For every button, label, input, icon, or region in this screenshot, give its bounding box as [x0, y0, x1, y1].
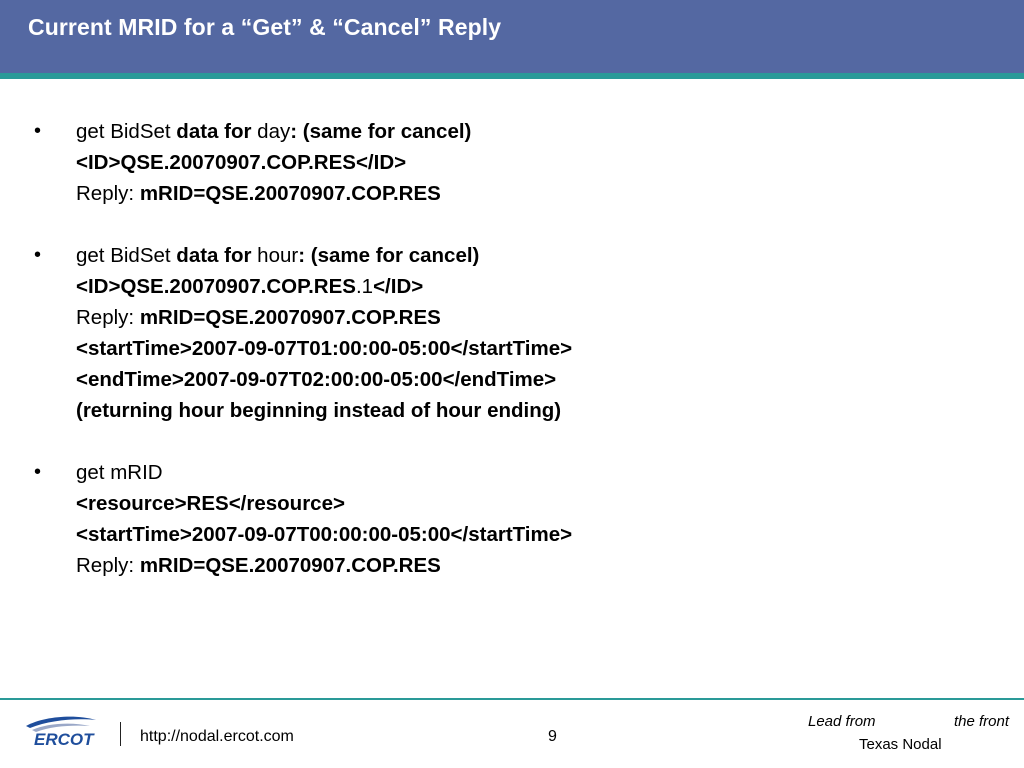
- text-run: hour: [251, 244, 299, 267]
- logo-separator: [120, 722, 121, 746]
- logo-text: ERCOT: [34, 730, 94, 749]
- text-run: Reply:: [76, 182, 140, 205]
- text-run: : (same for cancel): [290, 120, 472, 143]
- bullet-marker: •: [34, 120, 42, 142]
- tagline: [808, 713, 1010, 730]
- text-run: day: [251, 120, 291, 143]
- bullet-item: [34, 457, 994, 581]
- text-run: </ID>: [373, 275, 424, 298]
- bullet-item: [34, 116, 994, 209]
- text-run: get mRID: [76, 461, 163, 484]
- bullet-marker: •: [34, 461, 42, 483]
- tagline-right: the front: [954, 713, 1010, 730]
- text-run: mRID=QSE.20070907.COP.RES: [139, 554, 441, 577]
- text-run: mRID=QSE.20070907.COP.RES: [139, 182, 441, 205]
- bullet-line: [76, 240, 994, 271]
- bullet-item: [34, 240, 994, 426]
- text-run: get BidSet: [76, 244, 177, 267]
- text-run: data for: [176, 120, 252, 143]
- text-run: mRID=QSE.20070907.COP.RES: [139, 306, 441, 329]
- tagline-left: Lead from: [808, 713, 876, 730]
- bullet-line: [76, 178, 994, 209]
- bullet-line: [76, 488, 994, 519]
- text-run: get BidSet: [76, 120, 177, 143]
- org-name: Texas Nodal: [859, 736, 942, 753]
- bullet-line: [76, 147, 994, 178]
- bullet-marker: •: [34, 244, 42, 266]
- bullet-line: [76, 271, 994, 302]
- bullet-line: [76, 550, 994, 581]
- slide-content: [34, 116, 994, 612]
- bullet-line: [76, 302, 994, 333]
- text-run: .1: [355, 275, 374, 298]
- text-run: <startTime>2007-09-07T00:00:00-05:00</startTime>: [76, 523, 573, 546]
- text-run: <endTime>2007-09-07T02:00:00-05:00</endTime>: [76, 368, 557, 391]
- bullet-line: [76, 457, 994, 488]
- bullet-line: [76, 519, 994, 550]
- slide-title: Current MRID for a “Get” & “Cancel” Reply: [28, 14, 502, 40]
- page-number: 9: [548, 728, 557, 745]
- text-run: (returning hour beginning instead of hour ending): [76, 399, 562, 422]
- text-run: <ID>QSE.20070907.COP.RES: [76, 275, 356, 298]
- text-run: <ID>QSE.20070907.COP.RES</ID>: [76, 151, 407, 174]
- title-accent-stripe: [0, 73, 1024, 79]
- text-run: <resource>RES</resource>: [76, 492, 345, 515]
- text-run: <startTime>2007-09-07T01:00:00-05:00</startTime>: [76, 337, 573, 360]
- footer-divider: [0, 698, 1024, 700]
- text-run: Reply:: [76, 554, 140, 577]
- text-run: data for: [176, 244, 252, 267]
- footer-url[interactable]: http://nodal.ercot.com: [140, 728, 294, 745]
- bullet-line: [76, 333, 994, 364]
- bullet-line: [76, 364, 994, 395]
- ercot-logo-icon: [20, 714, 102, 750]
- bullet-line: [76, 395, 994, 426]
- ercot-logo: [20, 714, 102, 755]
- text-run: Reply:: [76, 306, 140, 329]
- text-run: : (same for cancel): [298, 244, 480, 267]
- bullet-line: [76, 116, 994, 147]
